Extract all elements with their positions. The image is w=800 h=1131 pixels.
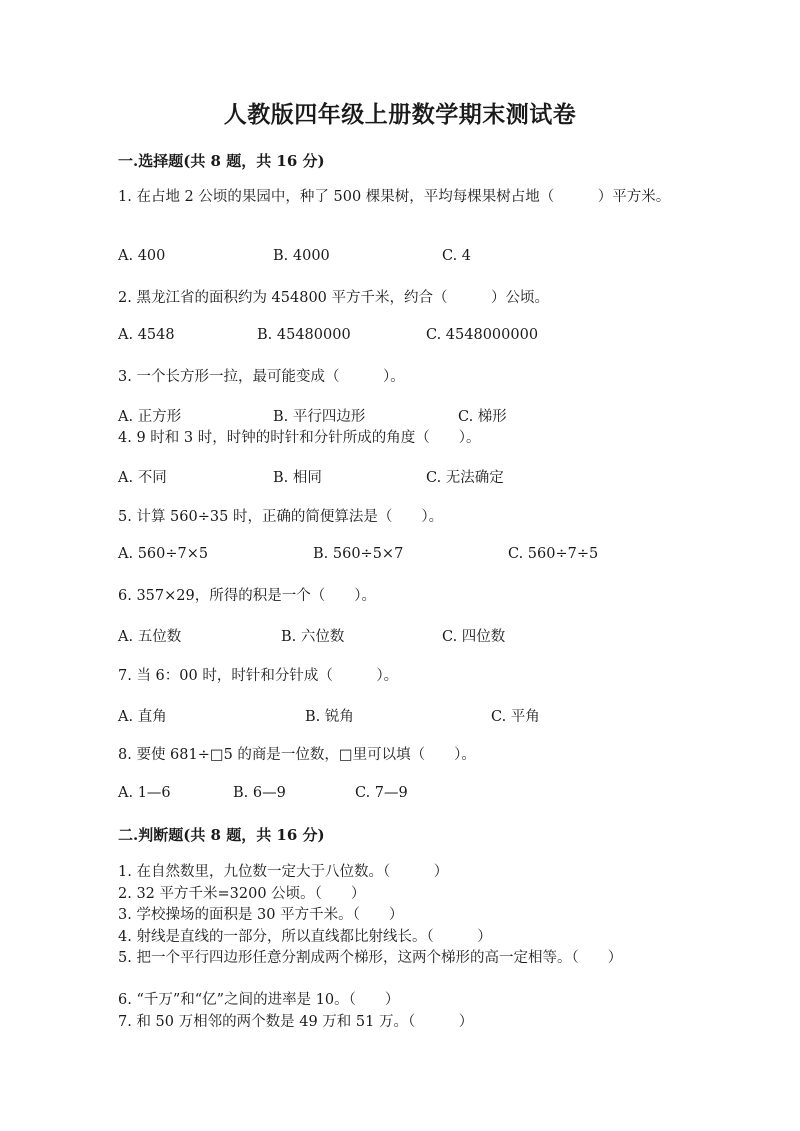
options-row	[118, 785, 710, 807]
option-a[interactable]: A. 不同	[118, 470, 167, 486]
option-a[interactable]: A. 正方形	[118, 409, 182, 425]
question-text: 4. 9 时和 3 时，时钟的时针和分针所成的角度（ ）。	[118, 430, 481, 446]
judge-item: 6. “千万”和“亿”之间的进率是 10。（ ）	[118, 992, 400, 1008]
option-b[interactable]: B. 平行四边形	[273, 409, 366, 425]
question-text: 3. 一个长方形一拉，最可能变成（ ）。	[118, 369, 405, 385]
option-a[interactable]: A. 直角	[118, 709, 167, 725]
question-text: 2. 黑龙江省的面积约为 454800 平方千米，约合（ ）公顷。	[118, 290, 550, 306]
option-a[interactable]: A. 五位数	[118, 629, 182, 645]
judge-item: 5. 把一个平行四边形任意分割成两个梯形，这两个梯形的高一定相等。（ ）	[118, 950, 623, 966]
question-text: 8. 要使 681÷□5 的商是一位数，□里可以填（ ）。	[118, 747, 476, 763]
options-row	[118, 625, 710, 647]
page-title: 人教版四年级上册数学期末测试卷	[223, 101, 577, 128]
option-c[interactable]: C. 梯形	[458, 409, 507, 425]
options-row	[118, 327, 710, 349]
option-c[interactable]: C. 4548000000	[426, 327, 539, 343]
option-c[interactable]: C. 平角	[491, 709, 540, 725]
option-c[interactable]: C. 560÷7÷5	[508, 546, 599, 562]
option-b[interactable]: B. 4000	[273, 248, 330, 264]
option-c[interactable]: C. 7—9	[355, 785, 408, 801]
options-row	[118, 466, 710, 488]
option-c[interactable]: C. 无法确定	[426, 470, 504, 486]
option-a[interactable]: A. 1—6	[118, 785, 171, 801]
question-text: 1. 在占地 2 公顷的果园中，种了 500 棵果树，平均每棵果树占地（ ）平方米。	[118, 189, 671, 205]
option-b[interactable]: B. 六位数	[281, 629, 345, 645]
option-b[interactable]: B. 相同	[273, 470, 322, 486]
question-text: 5. 计算 560÷35 时，正确的简便算法是（ ）。	[118, 509, 444, 525]
judge-item: 2. 32 平方千米=3200 公顷。（ ）	[118, 886, 366, 902]
question-text: 6. 357×29，所得的积是一个（ ）。	[118, 588, 376, 604]
section-heading-choice: 一.选择题(共 8 题，共 16 分)	[118, 152, 325, 170]
options-row	[118, 248, 710, 270]
option-b[interactable]: B. 45480000	[257, 327, 351, 343]
judge-item: 7. 和 50 万相邻的两个数是 49 万和 51 万。（ ）	[118, 1014, 474, 1030]
section-heading-judge: 二.判断题(共 8 题，共 16 分)	[118, 826, 325, 844]
options-row	[118, 546, 710, 568]
options-row	[118, 705, 710, 727]
option-c[interactable]: C. 四位数	[442, 629, 506, 645]
judge-item: 4. 射线是直线的一部分，所以直线都比射线长。（ ）	[118, 929, 492, 945]
option-c[interactable]: C. 4	[442, 248, 472, 264]
judge-item: 1. 在自然数里，九位数一定大于八位数。（ ）	[118, 864, 449, 880]
question-text: 7. 当 6：00 时，时针和分针成（ ）。	[118, 668, 399, 684]
option-b[interactable]: B. 6—9	[233, 785, 286, 801]
option-a[interactable]: A. 560÷7×5	[118, 546, 209, 562]
option-a[interactable]: A. 400	[118, 248, 166, 264]
option-a[interactable]: A. 4548	[118, 327, 175, 343]
judge-item: 3. 学校操场的面积是 30 平方千米。（ ）	[118, 907, 404, 923]
option-b[interactable]: B. 560÷5×7	[313, 546, 404, 562]
options-row	[118, 405, 710, 427]
option-b[interactable]: B. 锐角	[305, 709, 354, 725]
